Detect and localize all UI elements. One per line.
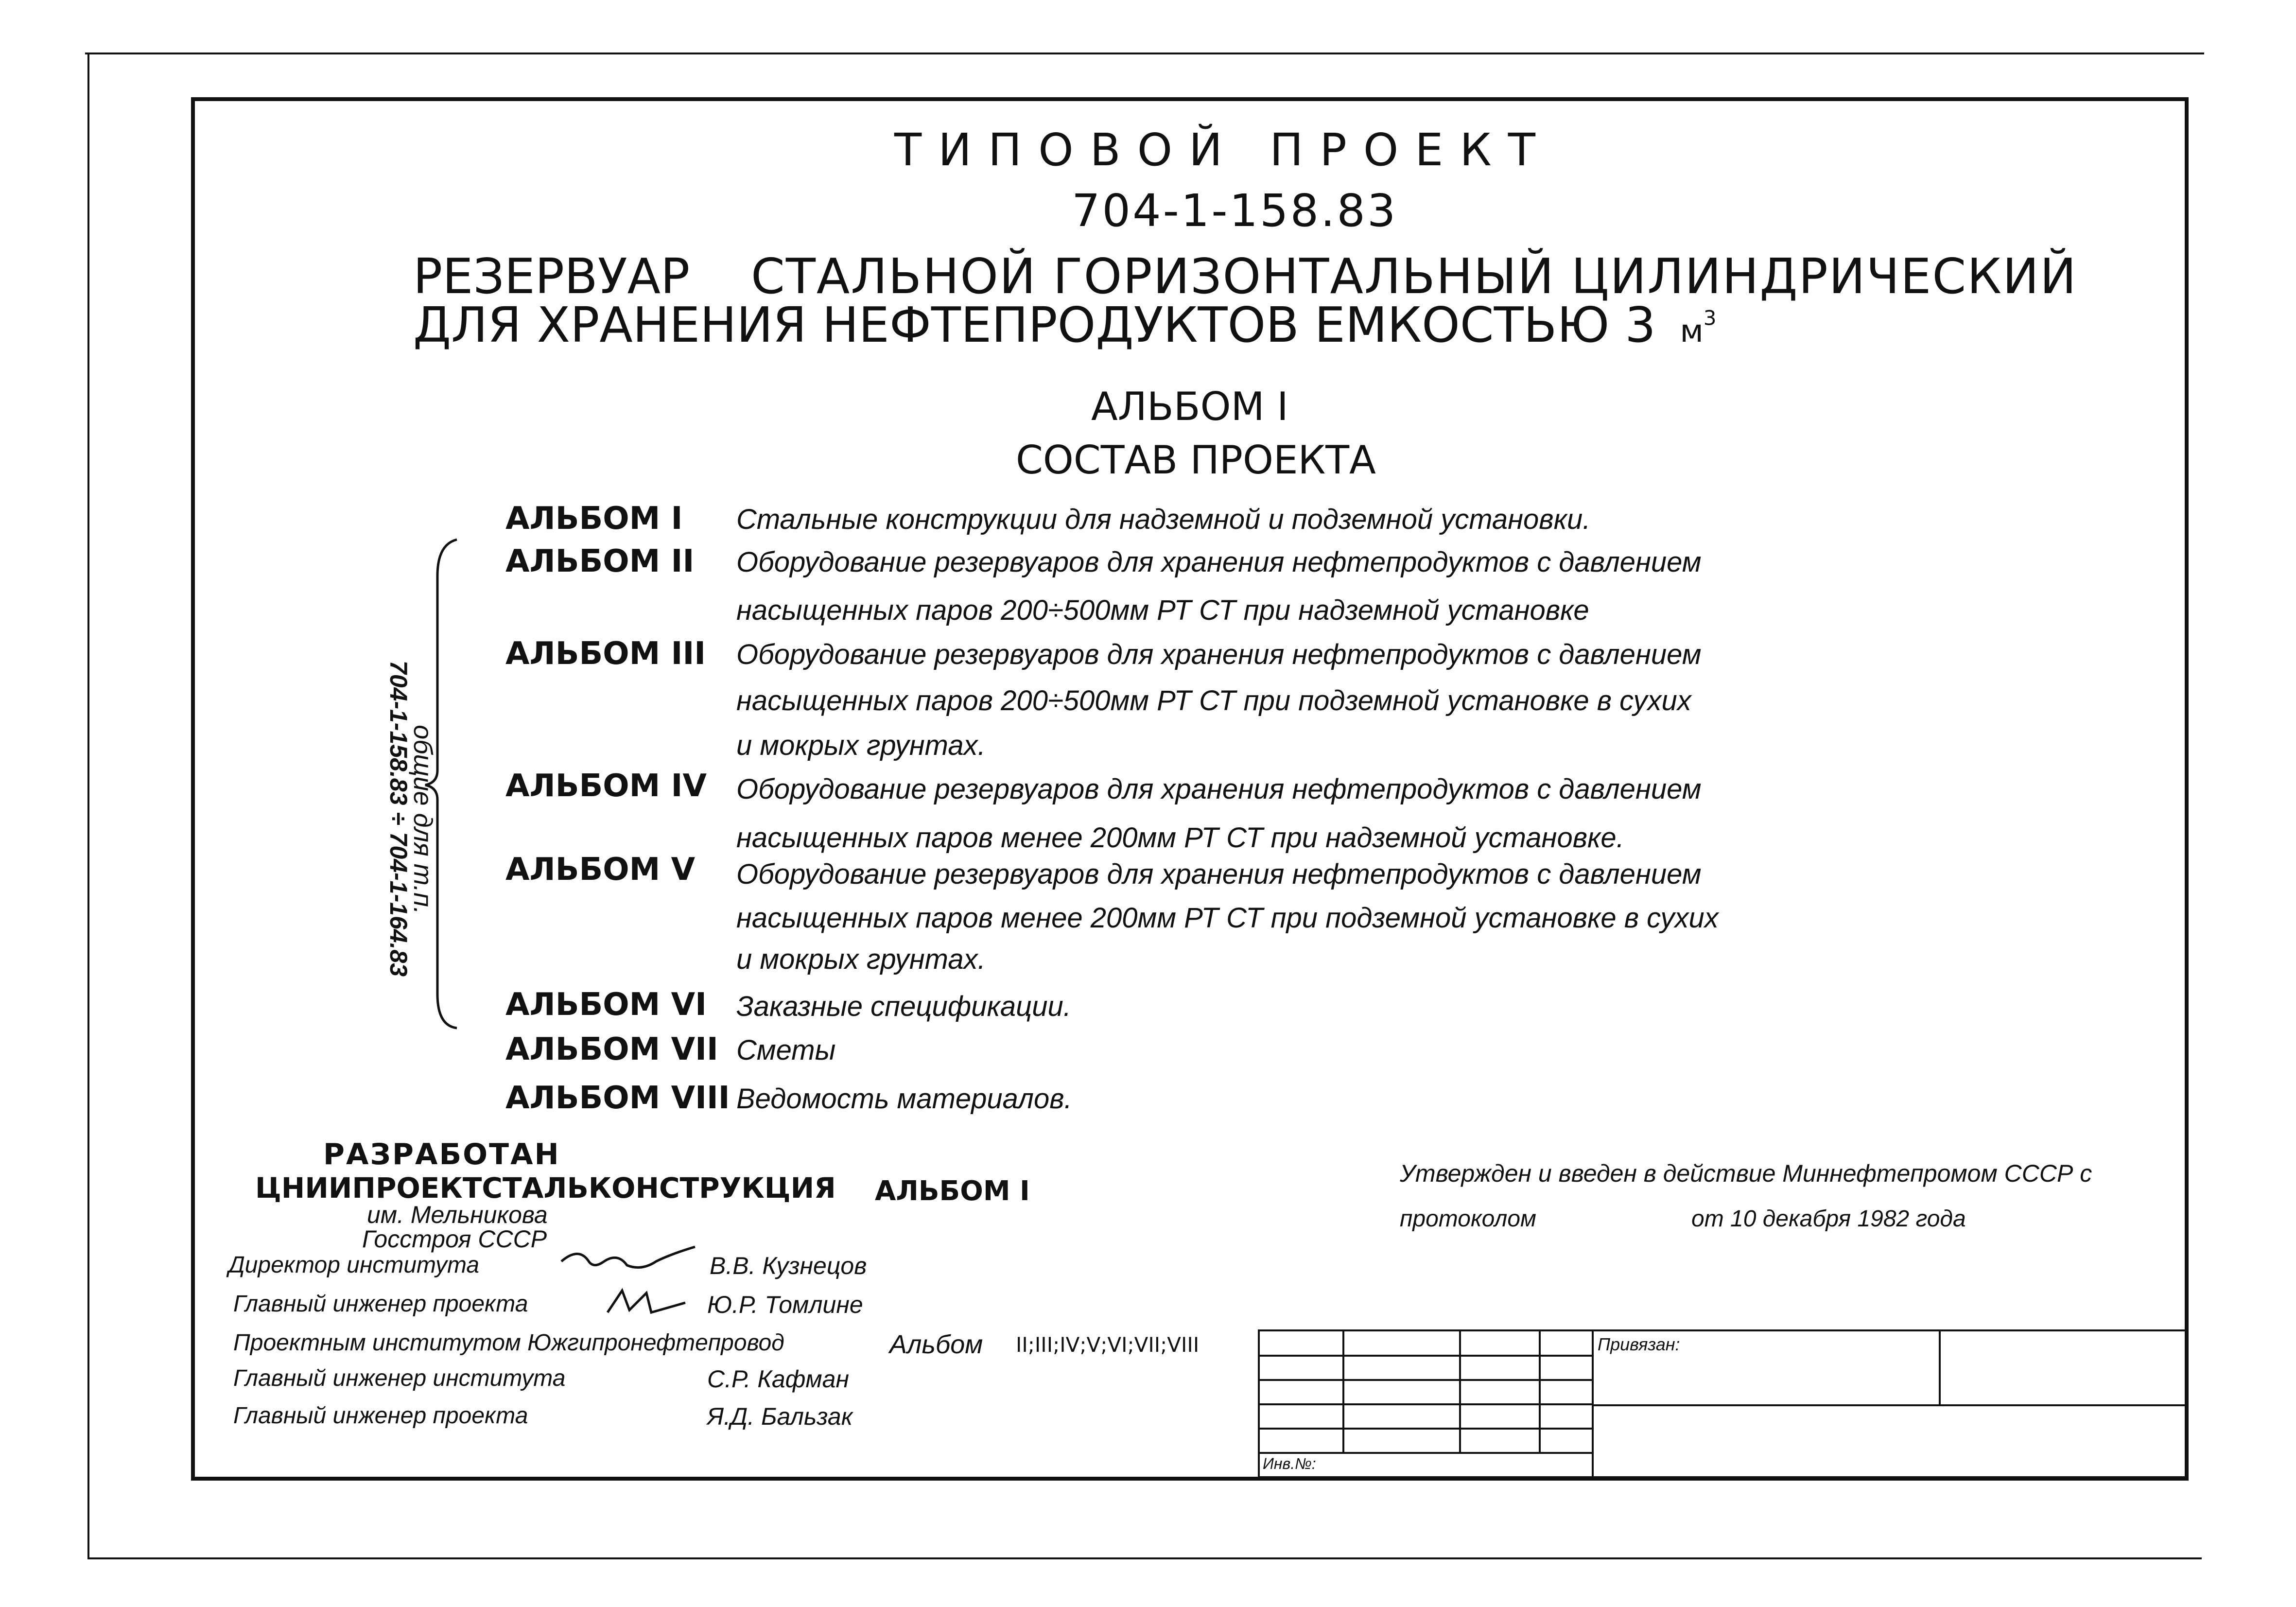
signature-name-4: С.Р. Кафман bbox=[707, 1365, 849, 1393]
signature-role-1: Директор института bbox=[228, 1252, 480, 1278]
signature-role-5: Главный инженер проекта bbox=[233, 1403, 528, 1429]
bracket-note-line-2: 704-1-158.83 ÷ 704-1-164.83 bbox=[385, 660, 412, 977]
album-label-3: АЛЬБОМ III bbox=[505, 636, 706, 672]
signature-mark-1 bbox=[559, 1242, 700, 1281]
album-desc-4-line-2: насыщенных паров менее 200мм РТ СТ при надземной установке. bbox=[736, 822, 1624, 854]
stamp-grid bbox=[1258, 1329, 1594, 1478]
album-label-7: АЛЬБОМ VII bbox=[505, 1031, 718, 1067]
album-desc-3-line-3: и мокрых грунтах. bbox=[736, 730, 986, 761]
album-desc-5-line-2: насыщенных паров менее 200мм РТ СТ при подземной установке в сухих bbox=[736, 902, 1719, 934]
title-line-2-sup: 3 bbox=[1703, 306, 1717, 330]
album-label-6: АЛЬБОМ VI bbox=[505, 987, 707, 1023]
album-list-value: II;III;IV;V;VI;VII;VIII bbox=[1016, 1333, 1200, 1357]
album-desc-6-line-1: Заказные спецификации. bbox=[736, 991, 1071, 1022]
inventory-number-label: Инв.№: bbox=[1263, 1455, 1316, 1472]
album-heading: АЛЬБОМ I bbox=[1091, 384, 1288, 429]
developer-heading: РАЗРАБОТАН bbox=[323, 1137, 560, 1171]
album-label-2: АЛЬБОМ II bbox=[505, 543, 695, 579]
album-desc-2-line-1: Оборудование резервуаров для хранения нефтепродуктов с давлением bbox=[736, 546, 1702, 578]
approval-line-2b: от 10 декабря 1982 года bbox=[1691, 1206, 1966, 1232]
attached-label: Привязан: bbox=[1598, 1334, 1680, 1354]
album-desc-2-line-2: насыщенных паров 200÷500мм РТ СТ при надземной установке bbox=[736, 594, 1589, 626]
album-desc-8-line-1: Ведомость материалов. bbox=[736, 1083, 1072, 1115]
sheet-top-line bbox=[85, 52, 2204, 54]
signature-name-5: Я.Д. Бальзак bbox=[707, 1403, 853, 1430]
album-list-label: Альбом bbox=[889, 1330, 983, 1359]
approval-line-2a: протоколом bbox=[1400, 1206, 1536, 1232]
album-desc-4-line-1: Оборудование резервуаров для хранения нефтепродуктов с давлением bbox=[736, 773, 1702, 805]
album-desc-5-line-3: и мокрых грунтах. bbox=[736, 943, 986, 975]
sheet-bottom-line bbox=[87, 1557, 2202, 1559]
album-desc-7-line-1: Сметы bbox=[736, 1034, 836, 1066]
attachment-block bbox=[1592, 1329, 2189, 1478]
album-desc-5-line-1: Оборудование резервуаров для хранения нефтепродуктов с давлением bbox=[736, 858, 1702, 890]
sheet-left-line bbox=[87, 52, 89, 1559]
developer-org-sub-2: Госстроя СССР bbox=[362, 1225, 547, 1253]
signature-name-2: Ю.Р. Томлине bbox=[707, 1291, 863, 1318]
signature-role-2: Главный инженер проекта bbox=[233, 1291, 528, 1317]
album-label-8: АЛЬБОМ VIII bbox=[505, 1080, 730, 1116]
project-type: ТИПОВОЙ ПРОЕКТ bbox=[894, 124, 1552, 176]
title-line-2 bbox=[413, 297, 1717, 353]
section-heading: СОСТАВ ПРОЕКТА bbox=[1016, 437, 1376, 483]
title-line-1a: РЕЗЕРВУАР bbox=[413, 248, 690, 305]
signature-name-1: В.В. Кузнецов bbox=[710, 1252, 867, 1279]
album-label-4: АЛЬБОМ IV bbox=[505, 768, 707, 804]
title-line-2-text: ДЛЯ ХРАНЕНИЯ НЕФТЕПРОДУКТОВ ЕМКОСТЬЮ 3 bbox=[413, 297, 1656, 353]
developer-org-sub-1: им. Мельникова bbox=[367, 1201, 548, 1228]
album-desc-3-line-2: насыщенных паров 200÷500мм РТ СТ при подземной установке в сухих bbox=[736, 685, 1691, 716]
album-label-1: АЛЬБОМ I bbox=[505, 501, 683, 537]
signature-role-4: Главный инженер института bbox=[233, 1365, 566, 1391]
album-desc-3-line-1: Оборудование резервуаров для хранения нефтепродуктов с давлением bbox=[736, 639, 1702, 670]
signature-mark-2 bbox=[603, 1283, 690, 1322]
project-number: 704-1-158.83 bbox=[1072, 185, 1398, 237]
approval-line-1: Утвержден и введен в действие Миннефтепромом СССР с bbox=[1400, 1160, 2092, 1187]
signature-role-3: Проектным институтом Южгипронефтепровод bbox=[233, 1330, 784, 1356]
album-desc-1-line-1: Стальные конструкции для надземной и подземной установки. bbox=[736, 504, 1591, 535]
title-line-1b: СТАЛЬНОЙ ГОРИЗОНТАЛЬНЫЙ ЦИЛИНДРИЧЕСКИЙ bbox=[751, 248, 2077, 305]
bracket-note-line-1: общие для т.п. bbox=[408, 725, 437, 914]
developer-album-ref: АЛЬБОМ I bbox=[875, 1175, 1030, 1207]
developer-org: ЦНИИПРОЕКТСТАЛЬКОНСТРУКЦИЯ bbox=[255, 1171, 836, 1205]
album-label-5: АЛЬБОМ V bbox=[505, 852, 696, 888]
title-line-2-unit: м bbox=[1680, 314, 1704, 349]
